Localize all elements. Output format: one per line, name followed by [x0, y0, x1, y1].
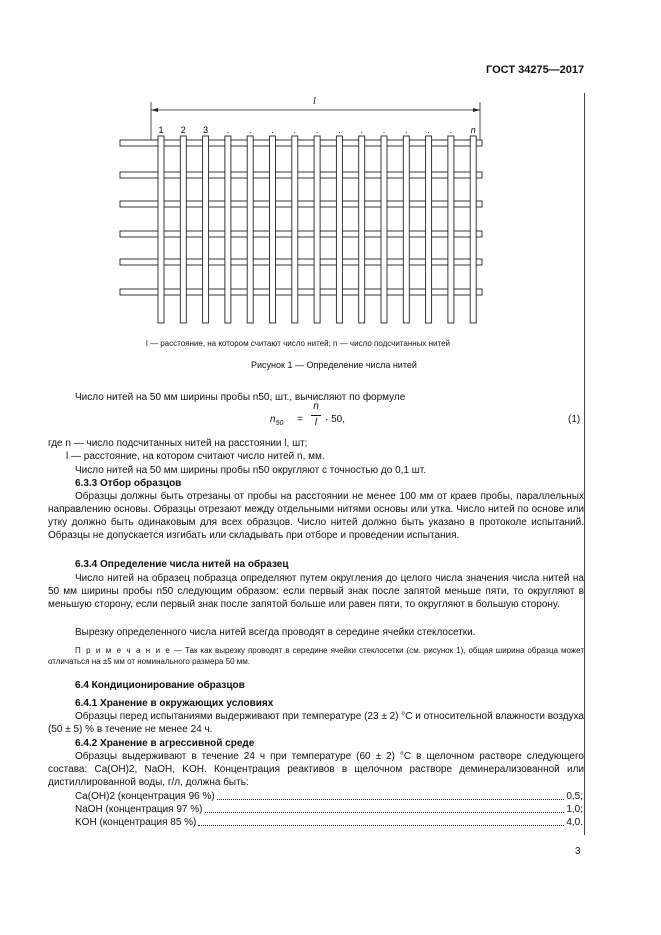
thread-label: . [271, 125, 274, 135]
warp-thread [314, 136, 320, 323]
warp-thread [470, 136, 476, 323]
warp-thread [180, 136, 186, 323]
thread-label: . [226, 125, 230, 135]
thread-label: . [427, 125, 430, 135]
where-line-1: где n — число подсчитанных нитей на расстоянии l, шт; [48, 438, 308, 449]
formula-eq: = [297, 414, 303, 425]
thread-label: . [382, 125, 386, 135]
reagent-label: NaOH (концентрация 97 %) [75, 804, 203, 815]
heading-6-3-4: 6.3.4 Определение числа нитей на образец [75, 559, 289, 570]
reagent-value: 4,0. [566, 817, 583, 828]
thread-label: . [449, 125, 453, 135]
right-margin-rule [584, 93, 585, 835]
note-label: П р и м е ч а н и е [75, 646, 172, 655]
section-6-4-2-text: Образцы выдерживают в течение 24 ч при температуре (60 ± 2) °С в щелочном растворе следующего состава: Ca(OH)2, NaOH, KOH. Концентрация реактивов в щелочном растворе деминерализованной или дистиллированной воды, г/л, должна быть: [48, 751, 584, 788]
section-6-3-3-text: Образцы должны быть отрезаны от пробы на расстоянии не менее 100 мм от краев пробы, параллельных направлению основы. Образцы отрезают между отдельными нитями основы или утка. Число нитей по основе или утку должно быть одинаковым для всех образцов. Число нитей должно быть указано в протоколе испытаний. Образцы не допускается изгибать или складывать при отборе и проведении испытания. [48, 491, 584, 541]
warp-thread [158, 136, 164, 323]
formula-num: n [313, 401, 319, 412]
warp-thread [403, 136, 409, 323]
formula-intro: Число нитей на 50 мм ширины пробы n50, шт., вычисляют по формуле [75, 392, 406, 403]
warp-thread [203, 136, 209, 323]
heading-6-3-3: 6.3.3 Отбор образцов [75, 478, 182, 489]
formula-1 [48, 401, 584, 428]
figure-caption: Рисунок 1 — Определение числа нитей [251, 360, 417, 370]
section-6-3-4-text-2: Вырезку определенного числа нитей всегда проводят в середине ячейки стеклосетки. [75, 627, 476, 638]
page-number: 3 [575, 846, 581, 857]
dimension-label: l [313, 96, 316, 107]
thread-label: 2 [180, 125, 186, 135]
thread-label: n [470, 125, 476, 135]
thread-label: . [338, 125, 341, 135]
reagent-label: Ca(OH)2 (концентрация 96 %) [75, 791, 215, 802]
warp-thread [292, 136, 298, 323]
warp-thread [270, 136, 276, 323]
thread-label: 1 [158, 125, 164, 135]
thread-label: . [405, 125, 408, 135]
mesh-figure [110, 90, 530, 335]
warp-thread [359, 136, 365, 323]
note-text: — Так как вырезку проводят в середине ячейки стеклосетки (см. рисунок 1), общая ширина образца может отличаться на ±5 мм от номинального размера 50 мм. [48, 646, 585, 666]
heading-6-4-1: 6.4.1 Хранение в окружающих условиях [75, 698, 274, 709]
warp-thread [336, 136, 342, 323]
where-line-2: l — расстояние, на котором считают число нитей n, мм. [66, 451, 325, 462]
reagent-value: 0,5; [566, 791, 583, 802]
warp-thread [381, 136, 387, 323]
formula-rhs: · 50, [325, 414, 346, 425]
section-6-3-4-text: Число нитей на образец nобразца определяют путем округления до целого числа значения числа нитей на 50 мм ширины пробы n50 следующим образом: если первый знак после запятой меньше пяти, то округляют в меньшую сторону, если первый знак после запятой больше или равен пяти, то округляют в большую сторону. [48, 573, 584, 610]
reagent-label: KOH (концентрация 85 %) [75, 817, 197, 828]
reagent-item [75, 803, 583, 816]
formula-den: l [314, 417, 318, 428]
doc-code: ГОСТ 34275—2017 [486, 64, 585, 76]
figure-legend: l — расстояние, на котором считают число нитей; n — число подсчитанных нитей [146, 339, 451, 348]
reagent-item [75, 790, 583, 803]
thread-label: 3 [203, 125, 209, 135]
thread-label: . [360, 125, 363, 135]
reagent-item [75, 816, 583, 829]
note-6-3-4 [48, 645, 584, 667]
thread-label: . [248, 125, 252, 135]
rounding-text: Число нитей на 50 мм ширины пробы n50 округляют с точностью до 0,1 шт. [75, 465, 427, 476]
heading-6-4-2: 6.4.2 Хранение в агрессивной среде [75, 738, 255, 749]
heading-6-4: 6.4 Кондиционирование образцов [75, 680, 245, 691]
warp-thread [448, 136, 454, 323]
formula-lhs-sub: 50 [275, 420, 284, 427]
thread-label: . [315, 125, 319, 135]
warp-thread [247, 136, 253, 323]
warp-thread [225, 136, 231, 323]
warp-thread [426, 136, 432, 323]
formula-lhs: n [270, 414, 276, 425]
formula-number: (1) [568, 414, 581, 425]
thread-label: . [293, 125, 297, 135]
reagent-value: 1,0; [566, 804, 583, 815]
section-6-4-1-text: Образцы перед испытаниями выдерживают при температуре (23 ± 2) °С и относительной влажности воздуха (50 ± 5) % в течение не менее 24 ч. [48, 711, 584, 735]
